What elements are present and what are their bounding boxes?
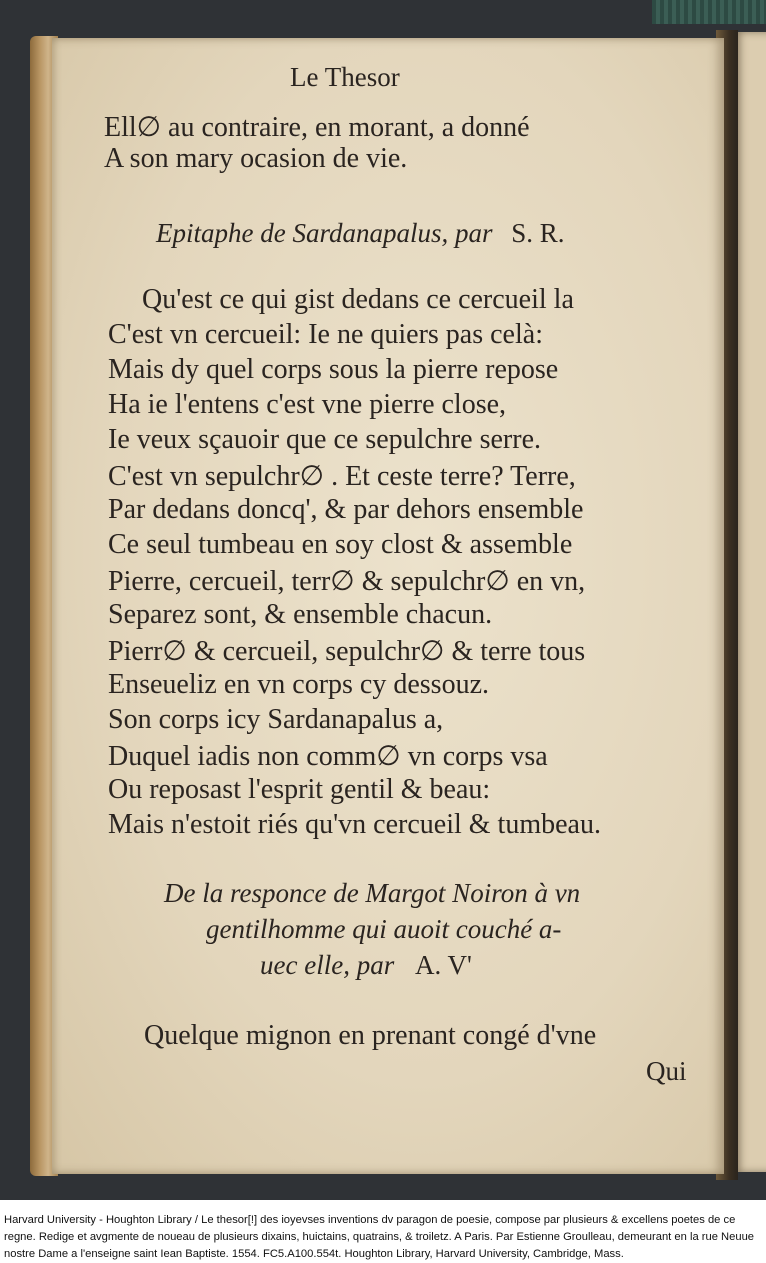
poem-line: Ou reposast l'esprit gentil & beau: [108,774,491,805]
poem-line: Son corps icy Sardanapalus a, [108,704,444,735]
catchword: Qui [646,1056,687,1086]
poem-line: Ce seul tumbeau en soy clost & assemble [108,529,573,560]
epitaph-title-text: Epitaphe de Sardanapalus, par [156,218,493,248]
poem-line: Separez sont, & ensemble chacun. [108,599,493,630]
poem-line: Ie veux sçauoir que ce sepulchre serre. [108,424,542,455]
responce-title-line: gentilhomme qui auoit couché a- [206,914,562,944]
facing-page [736,32,766,1172]
poem-line: Quelque mignon en prenant congé d'vne [144,1020,597,1051]
epitaph-title [156,218,565,249]
carryover-line: A son mary ocasion de vie. [104,143,408,174]
poem-line: C'est vn cercueil: Ie ne quiers pas celà: [108,319,543,350]
poem-line: Mais n'estoit riés qu'vn cercueil & tumbeau. [108,809,601,840]
responce-author: A. V' [414,950,472,980]
poem-line: Pierr∅ & cercueil, sepulchr∅ & terre tous [108,636,586,667]
poem-line: Duquel iadis non comm∅ vn corps vsa [108,741,548,772]
bookmark-ribbon [652,0,766,24]
poem-line: Par dedans doncq', & par dehors ensemble [108,494,584,525]
responce-title-text: uec elle, par [260,950,395,980]
poem-line: Qu'est ce qui gist dedans ce cercueil la [142,284,574,315]
poem-line: Mais dy quel corps sous la pierre repose [108,354,559,385]
carryover-line: Ell∅ au contraire, en morant, a donné [104,112,530,143]
responce-title-line [260,950,472,981]
epitaph-author: S. R. [511,218,565,248]
poem-line: Enseueliz en vn corps cy dessouz. [108,669,489,700]
responce-title-line: De la responce de Margot Noiron à vn [164,878,581,908]
poem-line: Pierre, cercueil, terr∅ & sepulchr∅ en vn, [108,566,586,597]
poem-line: Ha ie l'entens c'est vne pierre close, [108,389,507,420]
image-caption: Harvard University - Houghton Library / Le thesor[!] des ioyevses inventions dv paragon de poesie, compose par plusieurs & excellens poetes de ce regne. Redige et avgmente de noueau de plusieurs dixains, huictains, quatrains, & troiletz. A Paris. Par Estienne Groulleau, demeurant en la rue Neuue nostre Dame a l'enseigne saint Iean Baptiste. 1554. FC5.A100.554t. Houghton Library, Harvard University, Cambridge, Mass. [4,1214,755,1260]
poem-line: C'est vn sepulchr∅ . Et ceste terre? Terre, [108,461,576,492]
running-head: Le Thesor [290,62,400,92]
